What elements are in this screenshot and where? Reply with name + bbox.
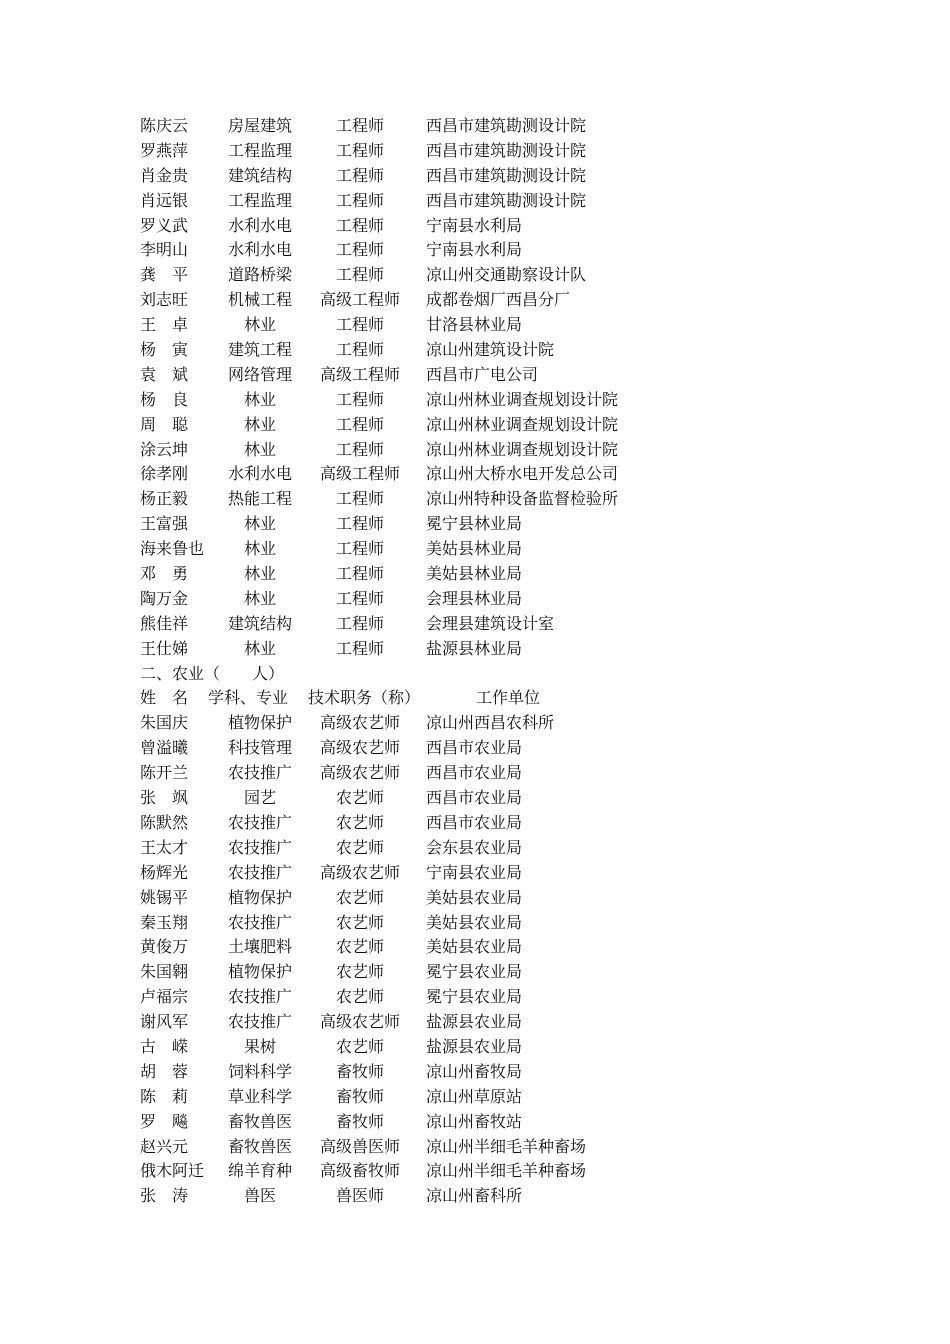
major-cell: 林业	[243, 439, 276, 459]
title-cell: 工程师	[335, 389, 384, 409]
major-cell: 农技推广	[227, 812, 292, 832]
title-cell: 工程师	[335, 613, 384, 633]
person-name: 朱国翱	[140, 962, 189, 982]
person-name: 海来鲁也	[140, 539, 205, 559]
unit-cell: 冕宁县农业局	[426, 987, 523, 1007]
table-row	[140, 313, 840, 338]
unit-cell: 盐源县农业局	[426, 1036, 523, 1056]
unit-cell: 宁南县水利局	[426, 215, 523, 235]
table-row	[140, 811, 840, 836]
table-row	[140, 1135, 840, 1160]
major-cell: 林业	[243, 564, 276, 584]
major-cell: 植物保护	[227, 713, 292, 733]
major-cell: 建筑工程	[227, 340, 292, 360]
unit-cell: 西昌市建筑勘测设计院	[426, 116, 587, 135]
unit-cell: 西昌市建筑勘测设计院	[426, 165, 587, 185]
table-row	[140, 164, 840, 189]
unit-cell: 凉山州草原站	[426, 1086, 523, 1106]
person-name: 张 涛	[140, 1186, 189, 1206]
unit-cell: 凉山州林业调查规划设计院	[426, 389, 619, 409]
major-cell: 绵羊育种	[227, 1161, 292, 1181]
table-row	[140, 288, 840, 313]
title-cell: 农艺师	[335, 987, 384, 1007]
person-name: 朱国庆	[140, 713, 189, 733]
title-cell: 农艺师	[335, 1036, 384, 1056]
unit-cell: 美姑县林业局	[426, 539, 523, 559]
person-name: 罗义武	[140, 215, 189, 235]
unit-cell: 美姑县农业局	[426, 937, 523, 957]
table-row	[140, 612, 840, 637]
table-row	[140, 238, 840, 263]
person-name: 李明山	[140, 240, 189, 260]
unit-cell: 凉山州特种设备监督检验所	[426, 489, 619, 509]
major-cell: 林业	[243, 514, 276, 534]
title-cell: 工程师	[335, 588, 384, 608]
person-name: 熊佳祥	[140, 613, 189, 633]
person-name: 姚锡平	[140, 887, 189, 907]
person-name: 邓 勇	[140, 564, 189, 584]
title-cell: 农艺师	[335, 788, 384, 808]
table-row	[140, 512, 840, 537]
major-cell: 热能工程	[227, 489, 292, 509]
person-name: 肖金贵	[140, 165, 189, 185]
person-name: 陈开兰	[140, 763, 189, 783]
header-name: 姓 名	[140, 688, 189, 708]
title-cell: 工程师	[335, 638, 384, 658]
table-row	[140, 1060, 840, 1085]
unit-cell: 宁南县水利局	[426, 240, 523, 260]
unit-cell: 凉山州半细毛羊种畜场	[426, 1161, 587, 1181]
major-cell: 植物保护	[227, 962, 292, 982]
person-name: 袁 斌	[140, 364, 189, 384]
person-name: 杨 良	[140, 389, 189, 409]
major-cell: 农技推广	[227, 912, 292, 932]
unit-cell: 凉山州大桥水电开发总公司	[426, 464, 619, 484]
major-cell: 果树	[243, 1036, 276, 1056]
unit-cell: 西昌市建筑勘测设计院	[426, 140, 587, 160]
title-cell: 工程师	[335, 489, 384, 509]
title-cell: 工程师	[335, 340, 384, 360]
title-cell: 畜牧师	[335, 1111, 384, 1131]
table-row	[140, 1184, 840, 1209]
unit-cell: 凉山州建筑设计院	[426, 340, 555, 360]
unit-cell: 成都卷烟厂西昌分厂	[426, 290, 571, 310]
person-name: 杨 寅	[140, 340, 189, 360]
unit-cell: 美姑县农业局	[426, 912, 523, 932]
section-2-title-row	[140, 662, 840, 687]
section-1-table	[140, 114, 840, 662]
major-cell: 网络管理	[227, 364, 292, 384]
table-row	[140, 985, 840, 1010]
title-cell: 高级农艺师	[319, 1012, 400, 1032]
table-row	[140, 711, 840, 736]
header-major: 学科、专业	[208, 688, 289, 708]
table-row	[140, 861, 840, 886]
person-name: 杨正毅	[140, 489, 189, 509]
title-cell: 农艺师	[335, 912, 384, 932]
unit-cell: 西昌市农业局	[426, 738, 523, 758]
table-row	[140, 438, 840, 463]
major-cell: 农技推广	[227, 1012, 292, 1032]
unit-cell: 凉山州西昌农科所	[426, 713, 555, 733]
person-name: 王太才	[140, 837, 189, 857]
table-row	[140, 960, 840, 985]
title-cell: 高级兽医师	[319, 1136, 400, 1156]
table-row	[140, 736, 840, 761]
person-name: 王富强	[140, 514, 189, 534]
major-cell: 农技推广	[227, 987, 292, 1007]
major-cell: 林业	[243, 414, 276, 434]
section-2-table	[140, 711, 840, 1209]
major-cell: 水利水电	[227, 215, 292, 235]
unit-cell: 西昌市建筑勘测设计院	[426, 190, 587, 210]
person-name: 陈庆云	[140, 116, 189, 135]
document-page	[140, 114, 840, 1209]
unit-cell: 会理县林业局	[426, 588, 523, 608]
major-cell: 园艺	[243, 788, 276, 808]
unit-cell: 西昌市广电公司	[426, 364, 539, 384]
title-cell: 畜牧师	[335, 1061, 384, 1081]
person-name: 徐孝刚	[140, 464, 189, 484]
person-name: 卢福宗	[140, 987, 189, 1007]
person-name: 刘志旺	[140, 290, 189, 310]
title-cell: 高级农艺师	[319, 862, 400, 882]
major-cell: 林业	[243, 638, 276, 658]
table-row	[140, 786, 840, 811]
table-row	[140, 263, 840, 288]
unit-cell: 西昌市农业局	[426, 788, 523, 808]
table-row	[140, 761, 840, 786]
unit-cell: 会理县建筑设计室	[426, 613, 555, 633]
major-cell: 饲料科学	[227, 1061, 292, 1081]
title-cell: 工程师	[335, 564, 384, 584]
title-cell: 畜牧师	[335, 1086, 384, 1106]
unit-cell: 凉山州畜牧站	[426, 1111, 523, 1131]
title-cell: 工程师	[335, 240, 384, 260]
major-cell: 兽医	[243, 1186, 276, 1206]
table-row	[140, 836, 840, 861]
person-name: 陶万金	[140, 588, 189, 608]
unit-cell: 冕宁县林业局	[426, 514, 523, 534]
table-row	[140, 413, 840, 438]
person-name: 张 飒	[140, 788, 189, 808]
unit-cell: 盐源县农业局	[426, 1012, 523, 1032]
unit-cell: 盐源县林业局	[426, 638, 523, 658]
person-name: 陈默然	[140, 812, 189, 832]
table-row	[140, 214, 840, 239]
person-name: 龚 平	[140, 265, 189, 285]
person-name: 古 嵘	[140, 1036, 189, 1056]
major-cell: 林业	[243, 588, 276, 608]
major-cell: 畜牧兽医	[227, 1111, 292, 1131]
major-cell: 林业	[243, 315, 276, 335]
table-row	[140, 537, 840, 562]
title-cell: 工程师	[335, 539, 384, 559]
table-row	[140, 139, 840, 164]
unit-cell: 西昌市农业局	[426, 812, 523, 832]
table-row	[140, 363, 840, 388]
person-name: 杨辉光	[140, 862, 189, 882]
title-cell: 农艺师	[335, 812, 384, 832]
person-name: 胡 蓉	[140, 1061, 189, 1081]
person-name: 俄木阿迁	[140, 1161, 205, 1181]
title-cell: 农艺师	[335, 887, 384, 907]
major-cell: 林业	[243, 539, 276, 559]
table-row	[140, 1010, 840, 1035]
unit-cell: 凉山州半细毛羊种畜场	[426, 1136, 587, 1156]
table-row	[140, 462, 840, 487]
title-cell: 工程师	[335, 315, 384, 335]
table-row	[140, 637, 840, 662]
major-cell: 工程监理	[227, 190, 292, 210]
unit-cell: 西昌市农业局	[426, 763, 523, 783]
major-cell: 房屋建筑	[227, 116, 292, 135]
person-name: 涂云坤	[140, 439, 189, 459]
major-cell: 畜牧兽医	[227, 1136, 292, 1156]
major-cell: 建筑结构	[227, 613, 292, 633]
table-row	[140, 911, 840, 936]
unit-cell: 凉山州畜科所	[426, 1186, 523, 1206]
title-cell: 高级工程师	[319, 464, 400, 484]
table-row	[140, 114, 840, 139]
title-cell: 高级工程师	[319, 364, 400, 384]
table-row	[140, 338, 840, 363]
table-row	[140, 1035, 840, 1060]
table-row	[140, 562, 840, 587]
major-cell: 水利水电	[227, 464, 292, 484]
person-name: 王仕娣	[140, 638, 189, 658]
title-cell: 工程师	[335, 414, 384, 434]
major-cell: 植物保护	[227, 887, 292, 907]
table-row	[140, 935, 840, 960]
title-cell: 工程师	[335, 265, 384, 285]
major-cell: 工程监理	[227, 140, 292, 160]
title-cell: 工程师	[335, 514, 384, 534]
title-cell: 农艺师	[335, 837, 384, 857]
person-name: 周 聪	[140, 414, 189, 434]
table-row	[140, 1159, 840, 1184]
person-name: 罗燕萍	[140, 140, 189, 160]
major-cell: 林业	[243, 389, 276, 409]
major-cell: 道路桥梁	[227, 265, 292, 285]
major-cell: 建筑结构	[227, 165, 292, 185]
person-name: 罗 飚	[140, 1111, 189, 1131]
header-title: 技术职务（称）	[308, 688, 421, 708]
title-cell: 高级农艺师	[319, 738, 400, 758]
table-row	[140, 1085, 840, 1110]
table-row	[140, 587, 840, 612]
header-unit: 工作单位	[476, 688, 541, 708]
title-cell: 农艺师	[335, 937, 384, 957]
major-cell: 草业科学	[227, 1086, 292, 1106]
unit-cell: 凉山州林业调查规划设计院	[426, 439, 619, 459]
person-name: 赵兴元	[140, 1136, 189, 1156]
person-name: 谢风军	[140, 1012, 189, 1032]
major-cell: 水利水电	[227, 240, 292, 260]
unit-cell: 甘洛县林业局	[426, 315, 523, 335]
person-name: 曾溢曦	[140, 738, 189, 758]
unit-cell: 凉山州交通勘察设计队	[426, 265, 587, 285]
title-cell: 工程师	[335, 190, 384, 210]
major-cell: 土壤肥料	[227, 937, 292, 957]
unit-cell: 美姑县农业局	[426, 887, 523, 907]
unit-cell: 冕宁县农业局	[426, 962, 523, 982]
table-row	[140, 189, 840, 214]
section-2-title: 二、农业（ 人）	[140, 663, 285, 683]
unit-cell: 凉山州林业调查规划设计院	[426, 414, 619, 434]
title-cell: 工程师	[335, 165, 384, 185]
title-cell: 工程师	[335, 215, 384, 235]
title-cell: 高级农艺师	[319, 713, 400, 733]
unit-cell: 凉山州畜牧局	[426, 1061, 523, 1081]
major-cell: 农技推广	[227, 862, 292, 882]
title-cell: 工程师	[335, 140, 384, 160]
person-name: 王 卓	[140, 315, 189, 335]
unit-cell: 会东县农业局	[426, 837, 523, 857]
table-row	[140, 886, 840, 911]
title-cell: 工程师	[335, 439, 384, 459]
major-cell: 农技推广	[227, 763, 292, 783]
table-row	[140, 487, 840, 512]
unit-cell: 美姑县林业局	[426, 564, 523, 584]
unit-cell: 宁南县农业局	[426, 862, 523, 882]
major-cell: 机械工程	[227, 290, 292, 310]
title-cell: 高级农艺师	[319, 763, 400, 783]
table-row	[140, 388, 840, 413]
title-cell: 工程师	[335, 116, 384, 135]
section-2-header-row	[140, 686, 840, 711]
title-cell: 高级工程师	[319, 290, 400, 310]
person-name: 肖远银	[140, 190, 189, 210]
major-cell: 农技推广	[227, 837, 292, 857]
title-cell: 兽医师	[335, 1186, 384, 1206]
person-name: 黄俊万	[140, 937, 189, 957]
table-row	[140, 1110, 840, 1135]
title-cell: 高级畜牧师	[319, 1161, 400, 1181]
major-cell: 科技管理	[227, 738, 292, 758]
person-name: 秦玉翔	[140, 912, 189, 932]
person-name: 陈 莉	[140, 1086, 189, 1106]
title-cell: 农艺师	[335, 962, 384, 982]
